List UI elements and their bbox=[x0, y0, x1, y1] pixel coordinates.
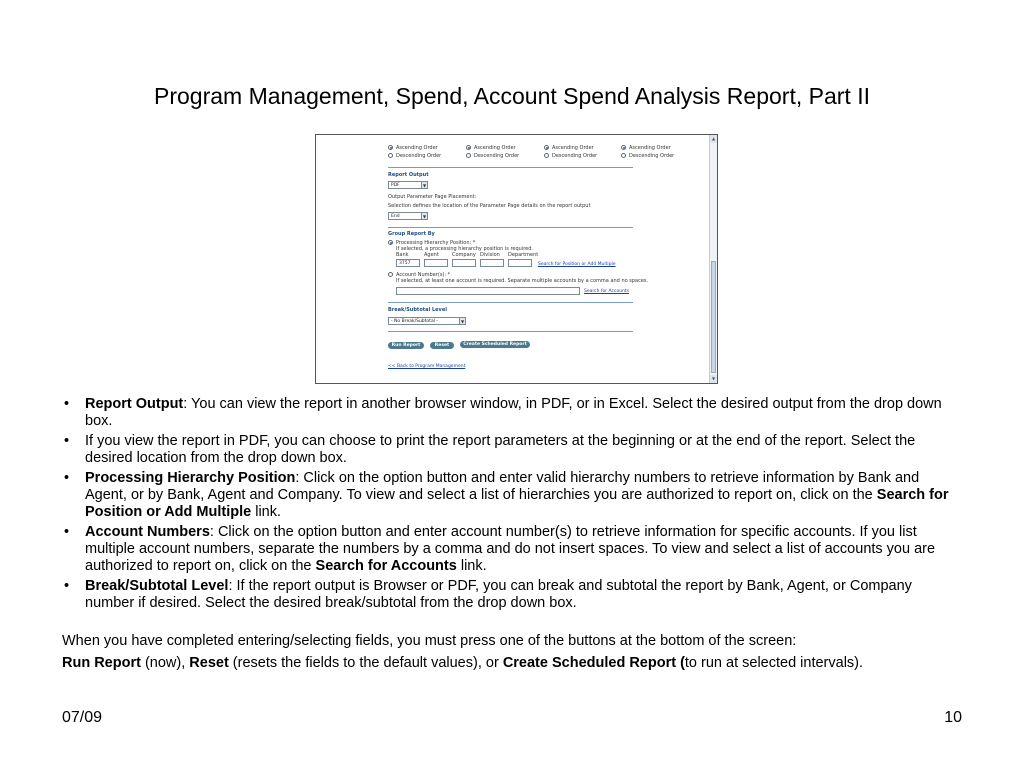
hierarchy-column-label: Division bbox=[480, 252, 500, 258]
reset-button[interactable]: Reset bbox=[430, 342, 454, 349]
agent-input[interactable] bbox=[424, 259, 448, 267]
report-output-select[interactable] bbox=[388, 181, 428, 189]
account-input[interactable] bbox=[396, 287, 580, 295]
divider bbox=[388, 167, 633, 168]
account-help: If selected, at least one account is required. Separate multiple accounts by a comma and no spaces. bbox=[396, 278, 649, 284]
vertical-scrollbar[interactable] bbox=[709, 135, 717, 383]
chevron-down-icon: ▼ bbox=[422, 214, 427, 219]
placement-label: Output Parameter Page Placement: bbox=[388, 194, 477, 200]
scrollbar-thumb[interactable] bbox=[711, 261, 716, 373]
bullet-text: : You can view the report in another browser window, in PDF, or in Excel. Select the desired output from the drop down box. bbox=[85, 396, 942, 429]
closing-bold: Run Report bbox=[62, 655, 141, 671]
closing-text: to run at selected intervals). bbox=[684, 655, 864, 671]
bank-value: 3757 bbox=[399, 261, 411, 266]
bullet-bold: Search for Position or Add Multiple bbox=[85, 487, 949, 520]
bullet-text: link. bbox=[456, 558, 487, 574]
bullet-text: : Click on the option button and enter account number(s) to retrieve information for specific accounts. If you list multiple account numbers, separate the numbers by a comma and do not insert spaces. To view and select a list of accounts you are authorized to report on, click on the bbox=[85, 524, 936, 574]
report-output-title: Report Output bbox=[388, 172, 429, 178]
bullet-bold: Processing Hierarchy Position bbox=[85, 470, 296, 486]
report-output-value: PDF bbox=[391, 183, 400, 188]
bullet-break-subtotal bbox=[62, 578, 962, 612]
break-subtotal-select[interactable] bbox=[388, 317, 466, 325]
hierarchy-radio[interactable] bbox=[388, 240, 393, 245]
descending-label: Descending Order bbox=[474, 153, 520, 159]
bullet-bold: Account Numbers bbox=[85, 524, 210, 540]
placement-help: Selection defines the location of the Parameter Page details on the report output bbox=[388, 203, 591, 209]
closing-text: (now), bbox=[140, 655, 190, 671]
descending-label: Descending Order bbox=[396, 153, 442, 159]
descending-radio[interactable] bbox=[388, 153, 393, 158]
division-input[interactable] bbox=[480, 259, 504, 267]
hierarchy-help: If selected, a processing hierarchy position is required. bbox=[396, 246, 533, 252]
chevron-down-icon: ▼ bbox=[460, 319, 465, 324]
ascending-label: Ascending Order bbox=[552, 145, 594, 151]
ascending-radio[interactable] bbox=[621, 145, 626, 150]
footer-date: 07/09 bbox=[62, 709, 103, 726]
search-accounts-link[interactable]: Search for Accounts bbox=[584, 289, 630, 294]
account-radio[interactable] bbox=[388, 272, 393, 277]
bullet-pdf-placement bbox=[62, 433, 962, 467]
slide-title: Program Management, Spend, Account Spend Analysis Report, Part II bbox=[154, 83, 870, 109]
closing-line: When you have completed entering/selecting fields, you must press one of the buttons at the bottom of the screen: bbox=[62, 633, 797, 649]
bullet-bold: Break/Subtotal Level bbox=[85, 578, 229, 594]
hierarchy-column-label: Company bbox=[452, 252, 476, 258]
descending-label: Descending Order bbox=[629, 153, 675, 159]
chevron-down-icon: ▼ bbox=[422, 183, 427, 188]
account-label: Account Number(s): * bbox=[396, 272, 451, 278]
descending-radio[interactable] bbox=[466, 153, 471, 158]
bullet-bold: Report Output bbox=[85, 396, 184, 412]
bullet-text: : Click on the option button and enter valid hierarchy numbers to retrieve information by Bank and Agent, or by Bank, Agent and Company. To view and select a list of hierarchies you are authorized to report on, click on the bbox=[85, 470, 920, 503]
company-input[interactable] bbox=[452, 259, 476, 267]
ascending-radio[interactable] bbox=[466, 145, 471, 150]
hierarchy-column-label: Bank bbox=[396, 252, 409, 258]
ascending-label: Ascending Order bbox=[629, 145, 671, 151]
ascending-label: Ascending Order bbox=[396, 145, 438, 151]
placement-select[interactable] bbox=[388, 212, 428, 220]
bullet-text: If you view the report in PDF, you can choose to print the report parameters at the beginning or at the end of the report. Select the desired location from the drop down box. bbox=[85, 433, 916, 466]
bullet-account-numbers bbox=[62, 524, 962, 575]
descending-label: Descending Order bbox=[552, 153, 598, 159]
bullet-text: : If the report output is Browser or PDF, you can break and subtotal the report by Bank, Agent, or Company number if desired. Select the desired break/subtotal from the drop down box. bbox=[85, 578, 912, 611]
ascending-radio[interactable] bbox=[544, 145, 549, 150]
break-subtotal-title: Break/Subtotal Level bbox=[388, 307, 447, 313]
ascending-label: Ascending Order bbox=[474, 145, 516, 151]
page-number: 10 bbox=[944, 709, 962, 726]
descending-radio[interactable] bbox=[621, 153, 626, 158]
bullet-processing-hierarchy bbox=[62, 470, 962, 521]
run-report-button[interactable]: Run Report bbox=[388, 342, 424, 349]
scroll-up-icon[interactable]: ▲ bbox=[711, 136, 716, 141]
bullet-bold: Search for Accounts bbox=[315, 558, 457, 574]
hierarchy-column-label: Department bbox=[508, 252, 539, 258]
bullet-text: link. bbox=[251, 504, 282, 520]
divider bbox=[388, 302, 633, 303]
break-subtotal-value: - No Break/Subtotal - bbox=[391, 319, 438, 324]
bullet-report-output bbox=[62, 396, 962, 430]
closing-text: (resets the fields to the default values), or bbox=[228, 655, 503, 671]
bullet-list bbox=[62, 396, 962, 615]
search-position-link[interactable]: Search for Position or Add Multiple bbox=[538, 262, 616, 267]
placement-value: End bbox=[391, 214, 400, 219]
back-to-program-management-link[interactable]: << Back to Program Management bbox=[388, 364, 466, 369]
closing-bold: Reset bbox=[189, 655, 229, 671]
report-screenshot bbox=[315, 134, 718, 384]
create-scheduled-report-button[interactable]: Create Scheduled Report bbox=[460, 341, 530, 348]
descending-radio[interactable] bbox=[544, 153, 549, 158]
closing-bold: Create Scheduled Report ( bbox=[502, 655, 685, 671]
bank-input[interactable] bbox=[396, 259, 420, 267]
hierarchy-column-label: Agent bbox=[424, 252, 439, 258]
scroll-down-icon[interactable]: ▼ bbox=[711, 376, 716, 381]
divider bbox=[388, 331, 633, 332]
department-input[interactable] bbox=[508, 259, 532, 267]
closing-buttons-line bbox=[62, 655, 962, 672]
divider bbox=[388, 227, 633, 228]
hierarchy-label: Processing Hierarchy Position: * bbox=[396, 240, 476, 246]
group-report-by-title: Group Report By bbox=[388, 231, 435, 237]
ascending-radio[interactable] bbox=[388, 145, 393, 150]
